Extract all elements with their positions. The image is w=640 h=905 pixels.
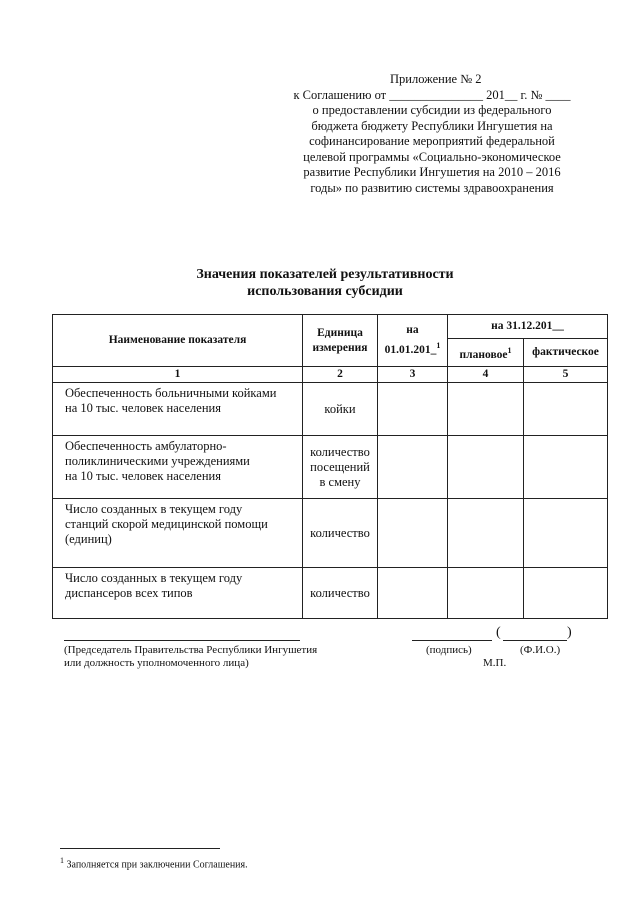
header-name: Наименование показателя xyxy=(53,315,303,367)
attachment-line-1: к Соглашению от _______________ 201__ г. № ____ xyxy=(293,87,571,102)
footnote xyxy=(60,856,248,870)
indicator-name: Обеспеченность амбулаторно- поликлиническими учреждениями на 10 тыс. человек населения xyxy=(53,436,303,499)
footnote-divider xyxy=(60,848,220,849)
footnote-mark: 1 xyxy=(60,856,64,865)
indicators-table xyxy=(52,314,608,619)
header-actual: фактическое xyxy=(524,339,608,367)
stamp-label: М.П. xyxy=(483,657,507,669)
value-actual-cell[interactable] xyxy=(524,499,608,568)
indicator-unit: количество xyxy=(303,568,378,619)
fio-close-paren: ) xyxy=(567,625,572,640)
footnote-text: Заполняется при заключении Соглашения. xyxy=(66,859,248,871)
signature-line[interactable] xyxy=(412,640,492,641)
attachment-title: Приложение № 2 xyxy=(390,72,482,86)
signature-caption: (подпись) xyxy=(426,644,472,656)
indicator-name: Число созданных в текущем году диспансеров всех типов xyxy=(53,568,303,619)
value-initial-cell[interactable] xyxy=(378,499,448,568)
attachment-line-6: развитие Республики Ингушетия на 2010 – 2016 xyxy=(303,165,561,179)
table-row xyxy=(53,383,608,436)
attachment-line-3: бюджета бюджету Республики Ингушетия на xyxy=(311,118,553,133)
indicator-name: Число созданных в текущем году станций скорой медицинской помощи (единиц) xyxy=(53,499,303,568)
header-date-group: на 31.12.201__ xyxy=(448,315,608,339)
value-initial-cell[interactable] xyxy=(378,568,448,619)
value-initial-cell[interactable] xyxy=(378,383,448,436)
indicator-unit: койки xyxy=(303,383,378,436)
fio-open-paren: ( xyxy=(496,625,501,640)
indicator-unit: количество xyxy=(303,499,378,568)
indicator-name: Обеспеченность больничными койками на 10 тыс. человек населения xyxy=(53,383,303,436)
value-initial-cell[interactable] xyxy=(378,436,448,499)
indicator-unit: количество посещений в смену xyxy=(303,436,378,499)
attachment-line-5: целевой программы «Социально-экономическое xyxy=(303,149,561,164)
col-number-3: 3 xyxy=(378,367,448,383)
col-number-5: 5 xyxy=(524,367,608,383)
header-planned: плановое$^1$ xyxy=(448,339,524,367)
attachment-block xyxy=(272,72,592,196)
attachment-line-2: о предоставлении субсидии из федерального xyxy=(312,103,552,117)
value-actual-cell[interactable] xyxy=(524,568,608,619)
value-actual-cell[interactable] xyxy=(524,436,608,499)
fio-caption: (Ф.И.О.) xyxy=(520,644,561,656)
value-actual-cell[interactable] xyxy=(524,383,608,436)
position-line[interactable] xyxy=(64,640,300,641)
value-planned-cell[interactable] xyxy=(448,499,524,568)
header-on-date: на 01.01.201_$^1$ xyxy=(378,315,448,367)
fio-line[interactable] xyxy=(503,640,567,641)
attachment-line-4: софинансирование мероприятий федеральной xyxy=(309,134,555,148)
table-row xyxy=(53,436,608,499)
value-planned-cell[interactable] xyxy=(448,568,524,619)
heading-line-1: Значения показателей результативности xyxy=(196,267,454,282)
position-caption: (Председатель Правительства Республики Ингушетия или должность уполномоченного лица) xyxy=(64,644,318,669)
attachment-line-7: годы» по развитию системы здравоохранения xyxy=(310,180,554,195)
value-planned-cell[interactable] xyxy=(448,383,524,436)
col-number-1: 1 xyxy=(53,367,303,383)
table-row xyxy=(53,568,608,619)
page-heading xyxy=(120,266,530,300)
col-number-2: 2 xyxy=(303,367,378,383)
value-planned-cell[interactable] xyxy=(448,436,524,499)
header-unit: Единица измерения xyxy=(303,315,378,367)
table-row xyxy=(53,499,608,568)
col-number-4: 4 xyxy=(448,367,524,383)
heading-line-2: использования субсидии xyxy=(247,284,403,299)
